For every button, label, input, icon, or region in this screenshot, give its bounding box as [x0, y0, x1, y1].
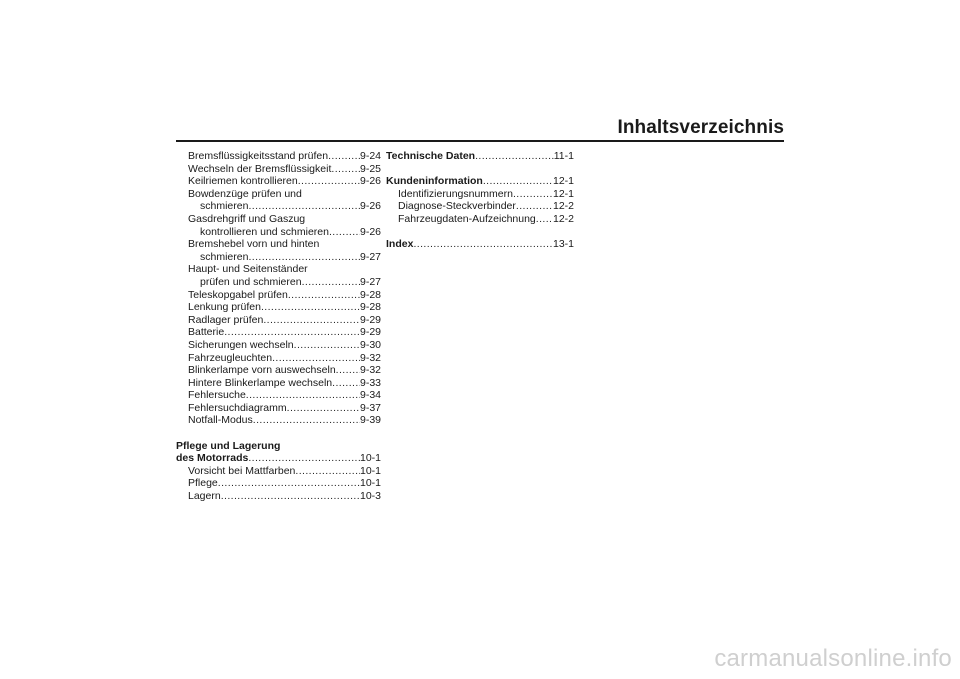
toc-entry[interactable] — [176, 389, 381, 402]
toc-entry[interactable] — [386, 213, 574, 226]
toc-entry-label: prüfen und schmieren — [200, 275, 302, 288]
toc-entry[interactable] — [176, 276, 381, 289]
toc-entry[interactable] — [176, 364, 381, 377]
toc-entry[interactable] — [176, 163, 381, 176]
toc-entry[interactable] — [176, 414, 381, 427]
toc-entry-label: Lenkung prüfen — [188, 301, 261, 314]
toc-leader-dots — [263, 314, 360, 327]
toc-entry[interactable] — [176, 251, 381, 264]
toc-entry-label: Gasdrehgriff und Gaszug — [188, 212, 306, 225]
toc-entry-page: 9-33 — [359, 376, 381, 389]
toc-leader-dots — [536, 213, 553, 226]
toc-leader-dots — [248, 251, 360, 264]
toc-chapter-entry[interactable] — [386, 150, 574, 163]
toc-entry-page: 12-1 — [552, 175, 574, 188]
toc-leader-dots — [272, 352, 360, 365]
toc-entry-page: 9-27 — [359, 250, 381, 263]
toc-entry[interactable] — [176, 213, 381, 226]
toc-leader-dots — [261, 301, 360, 314]
toc-entry-label: Keilriemen kontrollieren — [188, 175, 298, 188]
toc-leader-dots — [328, 150, 360, 163]
toc-entry-label: Technische Daten — [386, 150, 476, 162]
toc-entry[interactable] — [176, 465, 381, 478]
toc-entry[interactable] — [176, 175, 381, 188]
toc-entry[interactable] — [176, 289, 381, 302]
toc-entry-label: Vorsicht bei Mattfarben — [188, 464, 296, 477]
toc-entry-label: Haupt- und Seitenständer — [188, 263, 308, 276]
page-title: Inhaltsverzeichnis — [617, 117, 784, 138]
toc-entry-label: Wechseln der Bremsflüssigkeit — [188, 162, 332, 175]
toc-entry-label: Pflege — [188, 477, 218, 490]
toc-leader-dots — [483, 175, 553, 188]
toc-entry-page: 9-39 — [359, 414, 381, 427]
toc-entry-label: Fahrzeugleuchten — [188, 351, 273, 364]
toc-entry-page: 9-26 — [359, 225, 381, 238]
toc-entry[interactable] — [176, 226, 381, 239]
toc-entry-page: 12-2 — [552, 200, 574, 213]
toc-entry-label: Fehlersuche — [188, 389, 246, 402]
toc-entry[interactable] — [176, 314, 381, 327]
toc-entry-label: Blinkerlampe vorn auswechseln — [188, 364, 336, 377]
toc-column-right — [386, 150, 574, 251]
toc-entry-label: Notfall-Modus — [188, 414, 253, 427]
toc-entry[interactable] — [176, 150, 381, 163]
toc-entry[interactable] — [176, 301, 381, 314]
toc-entry-page: 10-1 — [359, 477, 381, 490]
toc-leader-dots — [413, 238, 553, 251]
toc-leader-dots — [253, 414, 360, 427]
toc-leader-dots — [329, 226, 360, 239]
toc-entry-label: Kundeninformation — [386, 175, 483, 188]
toc-leader-dots — [288, 289, 360, 302]
toc-entry-page: 10-1 — [359, 452, 381, 465]
toc-entry-page: 9-25 — [359, 162, 381, 175]
toc-entry-label: Bowdenzüge prüfen und — [188, 187, 302, 200]
section-gap — [176, 427, 381, 440]
toc-chapter-entry[interactable] — [386, 175, 574, 188]
toc-entry[interactable] — [176, 402, 381, 415]
toc-chapter-entry[interactable] — [176, 452, 381, 465]
toc-column-left — [176, 150, 381, 503]
toc-entry-label: Fahrzeugdaten-Aufzeichnung — [398, 212, 536, 225]
toc-entry-page: 9-28 — [359, 301, 381, 314]
toc-leader-dots — [246, 389, 360, 402]
toc-entry-page: 9-32 — [359, 351, 381, 364]
toc-entry[interactable] — [176, 490, 381, 503]
toc-leader-dots — [298, 175, 360, 188]
toc-leader-dots — [218, 477, 360, 490]
toc-chapter-entry[interactable] — [386, 238, 574, 251]
toc-entry-label: Diagnose-Steckverbinder — [398, 200, 516, 213]
toc-entry-label: Bremsflüssigkeitsstand prüfen — [188, 150, 329, 162]
toc-entry[interactable] — [176, 200, 381, 213]
toc-leader-dots — [332, 377, 360, 390]
header-divider — [176, 140, 784, 142]
toc-entry-label: schmieren — [200, 200, 249, 213]
toc-entry-page: 10-3 — [359, 490, 381, 503]
toc-entry-label: Radlager prüfen — [188, 313, 264, 326]
toc-leader-dots — [331, 163, 360, 176]
toc-entry-page: 10-1 — [359, 464, 381, 477]
toc-entry-page: 9-28 — [359, 288, 381, 301]
toc-entry-page: 12-2 — [552, 212, 574, 225]
toc-entry[interactable] — [176, 377, 381, 390]
toc-leader-dots — [287, 402, 360, 415]
toc-leader-dots — [516, 200, 553, 213]
toc-entry-label: Index — [386, 238, 414, 251]
section-gap — [386, 226, 574, 239]
toc-entry[interactable] — [176, 188, 381, 201]
toc-leader-dots — [336, 364, 360, 377]
toc-leader-dots — [513, 188, 553, 201]
toc-leader-dots — [248, 200, 360, 213]
toc-leader-dots — [221, 490, 360, 503]
section-gap — [386, 163, 574, 176]
toc-entry[interactable] — [176, 477, 381, 490]
toc-entry-label: Teleskopgabel prüfen — [188, 288, 288, 301]
toc-leader-dots — [224, 326, 360, 339]
toc-entry-label: schmieren — [200, 250, 249, 263]
watermark-text: carmanualsonline.info — [714, 645, 952, 672]
toc-entry-page: 11-1 — [553, 150, 574, 162]
toc-leader-dots — [295, 465, 360, 478]
toc-entry-page: 9-32 — [359, 364, 381, 377]
toc-entry-page: 12-1 — [552, 187, 574, 200]
toc-leader-dots — [248, 452, 360, 465]
toc-entry[interactable] — [176, 352, 381, 365]
toc-entry-page: 9-30 — [359, 338, 381, 351]
toc-leader-dots — [294, 339, 360, 352]
toc-entry[interactable] — [176, 263, 381, 276]
toc-leader-dots — [475, 150, 554, 163]
toc-entry[interactable] — [176, 339, 381, 352]
toc-entry-page: 9-27 — [359, 275, 381, 288]
toc-entry-label: Sicherungen wechseln — [188, 338, 294, 351]
toc-entry-page: 9-26 — [359, 175, 381, 188]
toc-entry-page: 9-29 — [359, 313, 381, 326]
toc-leader-dots — [302, 276, 360, 289]
toc-entry-label: Fehlersuchdiagramm — [188, 401, 287, 414]
toc-entry[interactable] — [386, 188, 574, 201]
toc-entry-label: Hintere Blinkerlampe wechseln — [188, 376, 333, 389]
toc-chapter-entry[interactable] — [176, 440, 381, 453]
toc-entry-page: 9-24 — [359, 150, 381, 162]
toc-entry-page: 9-37 — [359, 401, 381, 414]
toc-entry-page: 9-34 — [359, 389, 381, 402]
toc-entry-label: des Motorrads — [176, 452, 249, 465]
toc-entry-page: 9-26 — [359, 200, 381, 213]
toc-entry-label: Pflege und Lagerung — [176, 439, 281, 452]
toc-entry[interactable] — [176, 326, 381, 339]
toc-entry-label: Bremshebel vorn und hinten — [188, 238, 320, 251]
toc-entry-label: Identifizierungsnummern — [398, 187, 513, 200]
toc-entry-label: kontrollieren und schmieren — [200, 225, 329, 238]
toc-entry-page: 13-1 — [552, 238, 574, 251]
toc-entry[interactable] — [176, 238, 381, 251]
toc-entry[interactable] — [386, 200, 574, 213]
toc-entry-label: Lagern — [188, 490, 221, 503]
toc-entry-label: Batterie — [188, 326, 225, 339]
toc-entry-page: 9-29 — [359, 326, 381, 339]
